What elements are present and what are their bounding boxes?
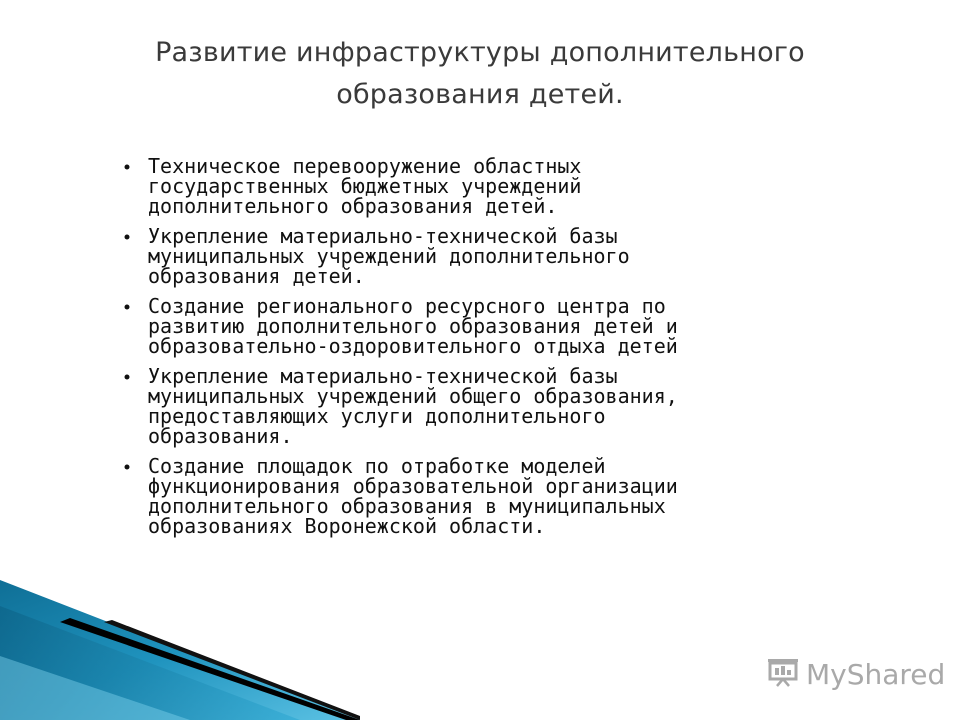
- bullet-item-4: [124, 366, 844, 446]
- bullet-line: дополнительного образования детей.: [148, 194, 558, 218]
- bullet-line: Создание площадок по отработке моделей: [148, 454, 606, 478]
- bullet-item-3: [124, 296, 844, 356]
- bullet-line: государственных бюджетных учреждений: [148, 174, 582, 198]
- bullet-line: Укрепление материально-технической базы: [148, 224, 618, 248]
- bullet-line: образования детей.: [148, 264, 365, 288]
- myshared-watermark: [766, 656, 945, 692]
- bullet-line: муниципальных учреждений дополнительного: [148, 244, 630, 268]
- bullet-list: [124, 156, 844, 546]
- bullet-line: образования.: [148, 424, 293, 448]
- bullet-line: образовательно-оздоровительного отдыха детей: [148, 334, 678, 358]
- bullet-line: муниципальных учреждений общего образования,: [148, 384, 678, 408]
- bullet-item-1: [124, 156, 844, 216]
- slide-title-line-1: Развитие инфраструктуры дополнительного: [155, 37, 805, 68]
- dot-bullet-icon: [124, 164, 130, 170]
- bullet-line: образованиях Воронежской области.: [148, 514, 546, 538]
- slide-title: [0, 32, 960, 116]
- projector-screen-icon: [766, 657, 800, 692]
- dot-bullet-icon: [124, 374, 130, 380]
- bullet-line: Создание регионального ресурсного центра по: [148, 294, 666, 318]
- bullet-line: предоставляющих услуги дополнительного: [148, 404, 606, 428]
- bullet-item-2: [124, 226, 844, 286]
- dot-bullet-icon: [124, 234, 130, 240]
- bullet-item-5: [124, 456, 844, 536]
- corner-swoosh-decoration: [0, 560, 960, 720]
- slide-title-line-2: образования детей.: [336, 79, 624, 110]
- bullet-line: Укрепление материально-технической базы: [148, 364, 618, 388]
- bullet-line: Техническое перевооружение областных: [148, 154, 582, 178]
- bullet-line: функционирования образовательной организации: [148, 474, 678, 498]
- bullet-line: дополнительного образования в муниципальных: [148, 494, 666, 518]
- dot-bullet-icon: [124, 304, 130, 310]
- bullet-line: развитию дополнительного образования детей и: [148, 314, 678, 338]
- dot-bullet-icon: [124, 464, 130, 470]
- watermark-text: MyShared: [806, 657, 946, 691]
